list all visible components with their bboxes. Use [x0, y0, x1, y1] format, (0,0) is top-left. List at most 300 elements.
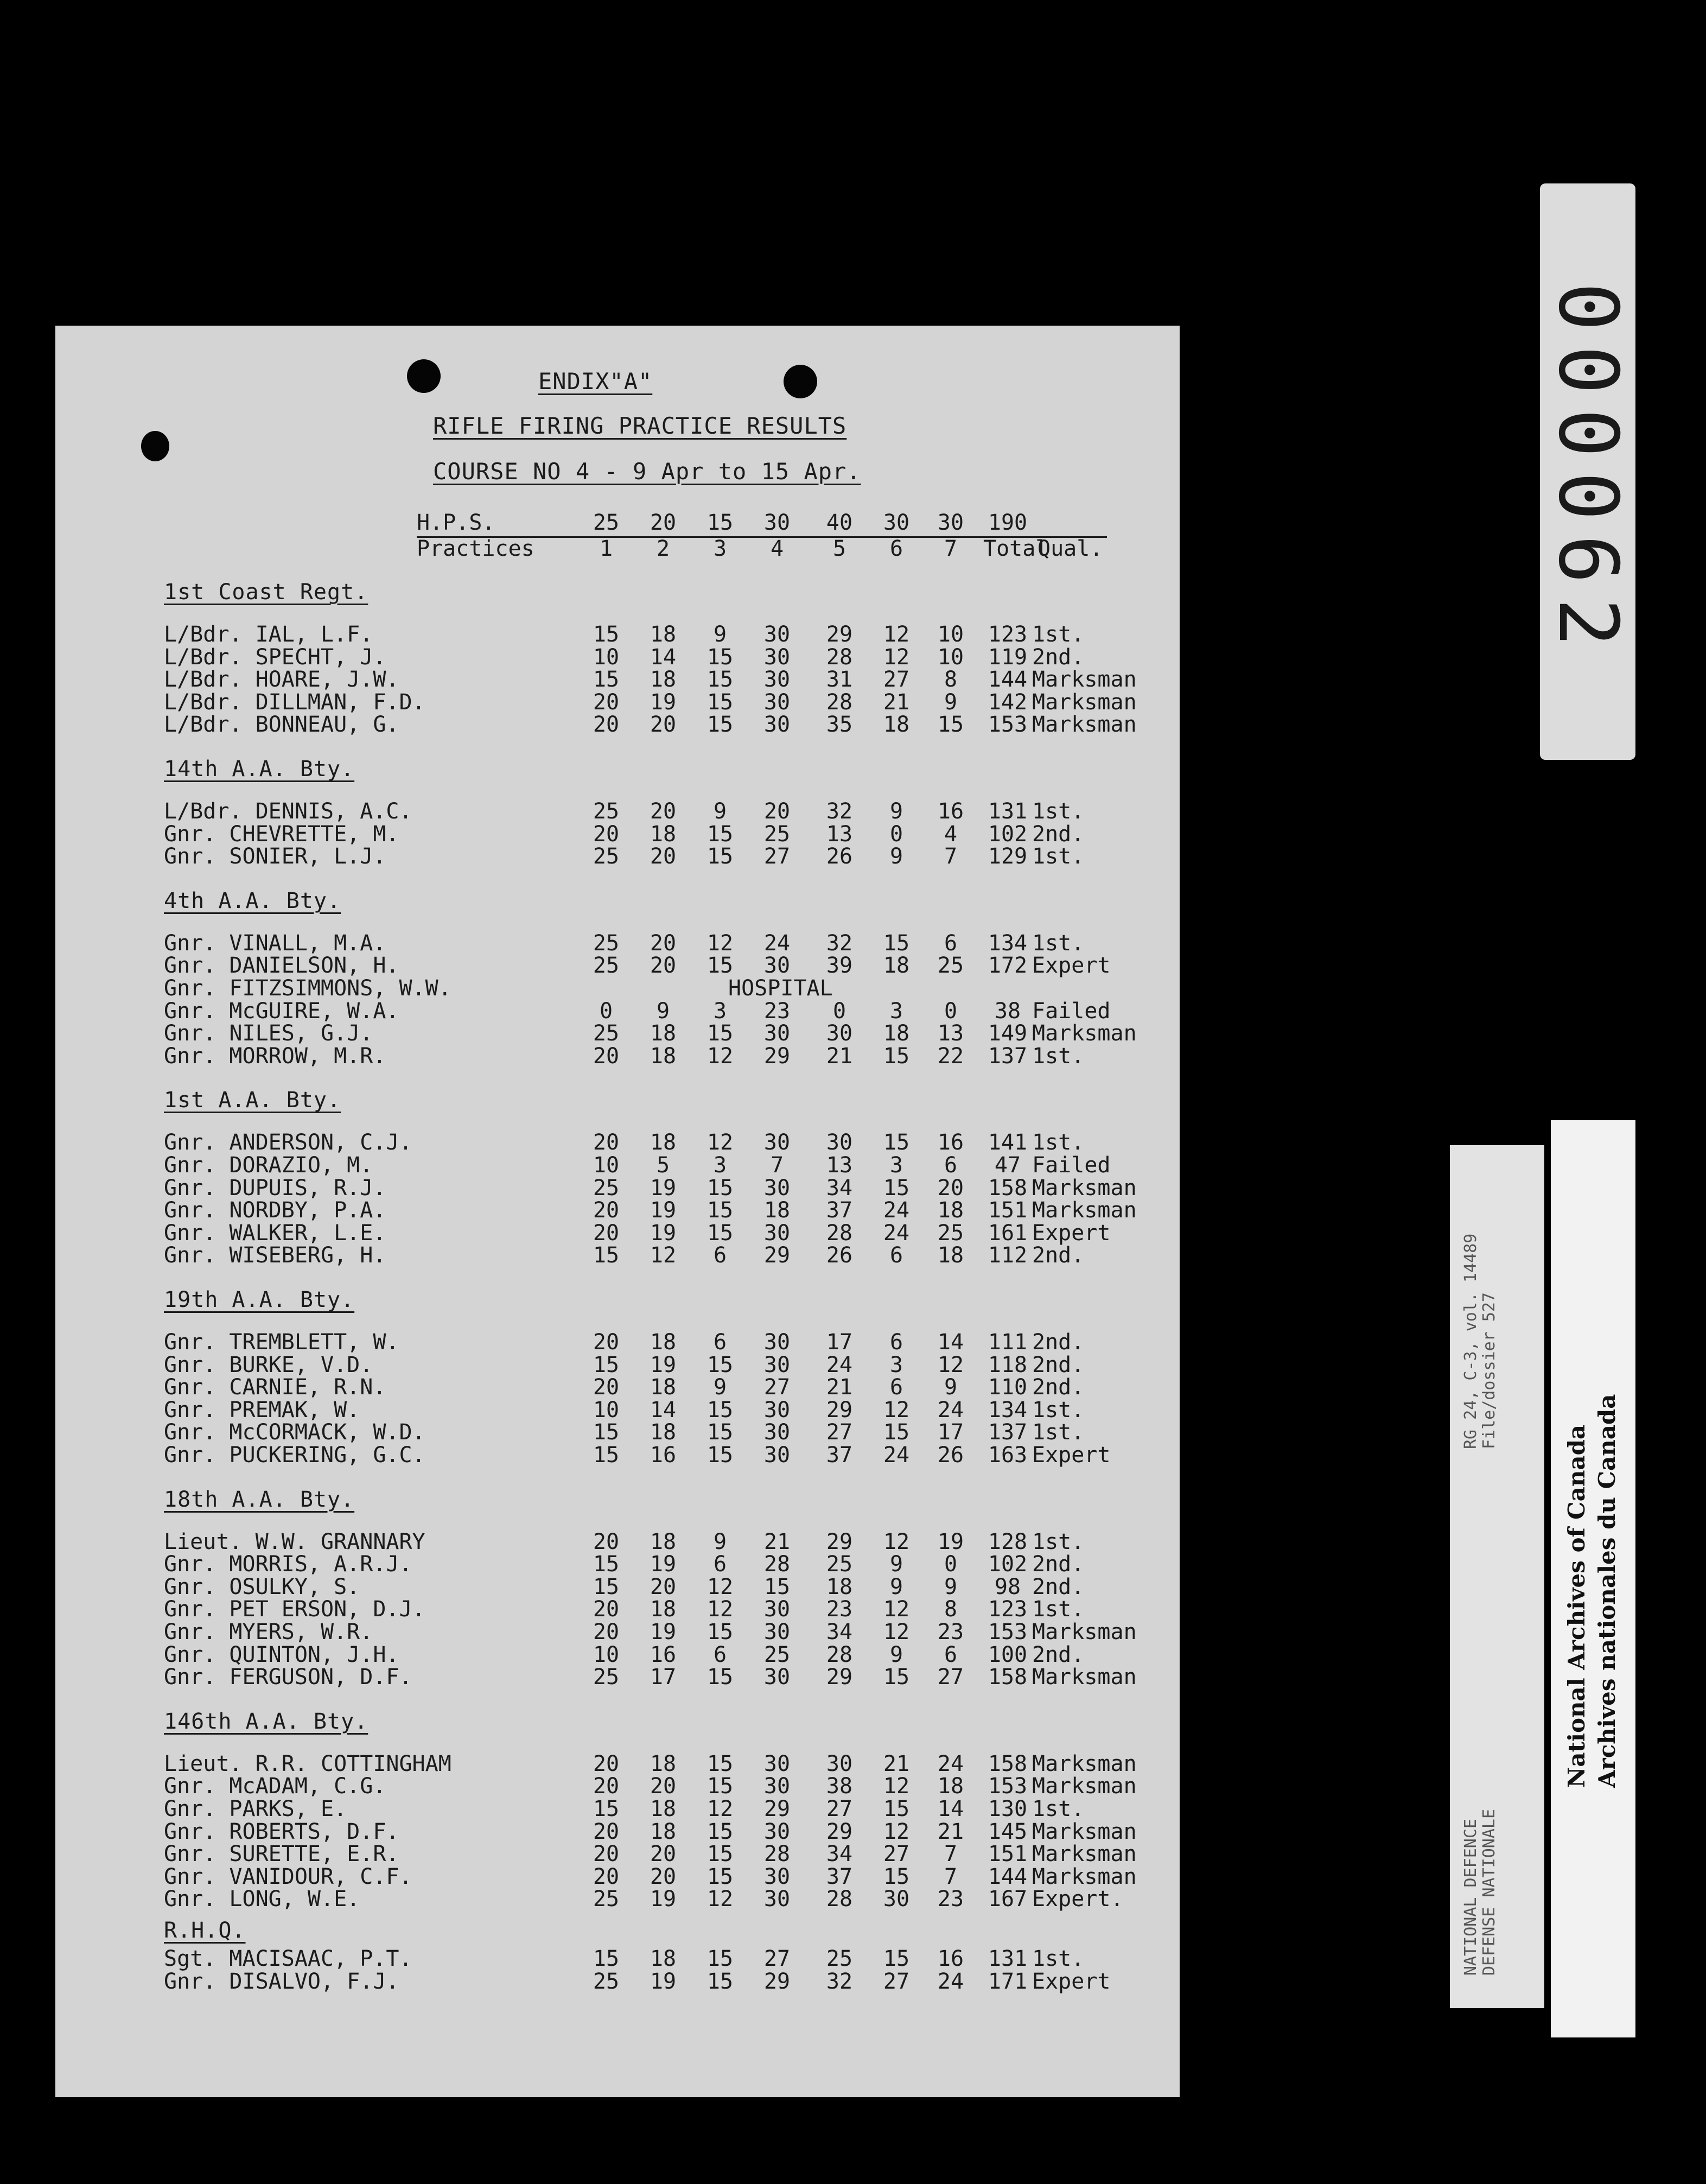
- table-row: [55, 1199, 1180, 1222]
- practice-number: 5: [832, 536, 846, 561]
- soldier-name: L/Bdr. IAL, L.F.: [164, 622, 373, 647]
- hps-value: 15: [706, 510, 734, 535]
- score-cell: 12: [883, 1529, 910, 1554]
- score-cell: 25: [593, 1021, 620, 1046]
- soldier-name: Gnr. DUPUIS, R.J.: [164, 1175, 386, 1201]
- score-cell: 6: [944, 1153, 958, 1178]
- table-row: [55, 1553, 1180, 1576]
- qualification: 1st.: [1032, 1529, 1085, 1554]
- score-cell: 30: [763, 1330, 791, 1355]
- table-row: [55, 1154, 1180, 1177]
- score-cell: 10: [593, 1642, 620, 1667]
- soldier-name: Gnr. TREMBLETT, W.: [164, 1330, 399, 1355]
- qualification: 1st.: [1032, 799, 1085, 824]
- table-row: [55, 1045, 1180, 1068]
- score-cell: 30: [763, 953, 791, 979]
- table-row: [55, 800, 1180, 823]
- score-cell: 30: [763, 712, 791, 738]
- table-row: [55, 1222, 1180, 1245]
- table-row: [55, 1843, 1180, 1865]
- hps-value: 190: [988, 510, 1028, 535]
- table-row: [55, 1444, 1180, 1466]
- table-row: [55, 1643, 1180, 1666]
- score-cell: 16: [650, 1642, 677, 1667]
- score-cell: 30: [763, 667, 791, 693]
- practices-label: Practices: [417, 536, 534, 561]
- soldier-name: Gnr. CARNIE, R.N.: [164, 1375, 386, 1400]
- document-page: [55, 326, 1180, 2097]
- score-cell: 18: [650, 1375, 677, 1400]
- score-cell: 24: [883, 1443, 910, 1468]
- table-row: [55, 1775, 1180, 1798]
- unit-heading: 146th A.A. Bty.: [164, 1709, 368, 1734]
- score-cell: 27: [763, 1375, 791, 1400]
- qualification: 1st.: [1032, 1420, 1085, 1445]
- hps-value: 30: [763, 510, 791, 535]
- course-line: COURSE NO 4 - 9 Apr to 15 Apr.: [433, 458, 861, 485]
- table-row: [55, 1970, 1180, 1993]
- score-cell: 19: [650, 1175, 677, 1201]
- score-cell: 29: [763, 1243, 791, 1268]
- score-cell: 30: [763, 1420, 791, 1445]
- table-row: [55, 1354, 1180, 1376]
- score-cell: 13: [826, 1153, 853, 1178]
- soldier-name: Gnr. MORROW, M.R.: [164, 1043, 386, 1069]
- score-total: 131: [988, 799, 1028, 824]
- score-cell: 14: [650, 644, 677, 670]
- score-cell: 6: [713, 1243, 727, 1268]
- score-cell: 7: [944, 844, 958, 869]
- score-cell: 27: [763, 844, 791, 869]
- score-cell: 19: [650, 1887, 677, 1912]
- archives-fr: Archives nationales du Canada: [1594, 1394, 1620, 1788]
- score-total: 172: [988, 953, 1028, 979]
- score-cell: 20: [593, 689, 620, 715]
- score-cell: 29: [763, 1043, 791, 1069]
- score-cell: 25: [826, 1552, 853, 1577]
- score-cell: 21: [883, 689, 910, 715]
- dept-fr: DEFENSE NATIONALE: [1480, 1808, 1499, 1976]
- score-cell: 24: [883, 1198, 910, 1223]
- score-cell: 9: [944, 1375, 958, 1400]
- score-cell: 15: [706, 1198, 734, 1223]
- soldier-name: Gnr. PARKS, E.: [164, 1796, 347, 1821]
- score-cell: 20: [593, 1864, 620, 1889]
- score-cell: 6: [889, 1330, 903, 1355]
- score-cell: 0: [889, 821, 903, 847]
- score-cell: 31: [826, 667, 853, 693]
- score-cell: 29: [763, 1796, 791, 1821]
- score-cell: 9: [889, 799, 903, 824]
- table-row: [55, 954, 1180, 977]
- score-total: 145: [988, 1819, 1028, 1844]
- score-total: 112: [988, 1243, 1028, 1268]
- practice-number: 1: [599, 536, 613, 561]
- score-cell: 0: [944, 998, 958, 1024]
- table-row: [55, 691, 1180, 714]
- score-cell: 27: [826, 1420, 853, 1445]
- score-cell: 7: [944, 1864, 958, 1889]
- score-cell: 30: [763, 1774, 791, 1799]
- score-cell: 15: [706, 821, 734, 847]
- soldier-name: Gnr. VINALL, M.A.: [164, 930, 386, 956]
- table-row: [55, 1331, 1180, 1354]
- score-cell: 15: [883, 1665, 910, 1690]
- score-total: 47: [994, 1153, 1021, 1178]
- soldier-name: Gnr. PREMAK, W.: [164, 1397, 360, 1423]
- score-cell: 20: [593, 1043, 620, 1069]
- score-cell: 37: [826, 1864, 853, 1889]
- score-cell: 18: [937, 1774, 964, 1799]
- hps-value: 25: [593, 510, 620, 535]
- score-total: 142: [988, 689, 1028, 715]
- score-cell: 30: [763, 1130, 791, 1156]
- score-cell: 10: [593, 1153, 620, 1178]
- table-row: [55, 713, 1180, 736]
- score-cell: 29: [826, 1819, 853, 1844]
- qualification: Marksman: [1032, 1819, 1137, 1844]
- soldier-name: Gnr. SONIER, L.J.: [164, 844, 386, 869]
- score-cell: 10: [937, 622, 964, 647]
- soldier-name: Lieut. R.R. COTTINGHAM: [164, 1751, 451, 1776]
- archives-canada-label: [1551, 1120, 1635, 2037]
- score-total: 158: [988, 1175, 1028, 1201]
- hps-value: 30: [883, 510, 910, 535]
- score-cell: 14: [937, 1330, 964, 1355]
- score-cell: 34: [826, 1842, 853, 1867]
- score-cell: 20: [593, 1220, 620, 1246]
- score-cell: 8: [944, 1597, 958, 1622]
- soldier-name: Gnr. DISALVO, F.J.: [164, 1969, 399, 1994]
- table-row: [55, 1666, 1180, 1688]
- score-cell: 20: [593, 1330, 620, 1355]
- score-cell: 23: [937, 1620, 964, 1645]
- score-cell: 34: [826, 1175, 853, 1201]
- table-row: [55, 1399, 1180, 1421]
- score-total: 153: [988, 1620, 1028, 1645]
- score-cell: 15: [706, 1352, 734, 1377]
- score-cell: 18: [650, 667, 677, 693]
- score-cell: 37: [826, 1198, 853, 1223]
- score-cell: 20: [593, 712, 620, 738]
- score-cell: 18: [650, 1021, 677, 1046]
- qualification: 2nd.: [1032, 1552, 1085, 1577]
- table-row: [55, 1888, 1180, 1910]
- soldier-name: Gnr. WALKER, L.E.: [164, 1220, 386, 1246]
- score-cell: 16: [937, 1946, 964, 1971]
- score-total: 144: [988, 667, 1028, 693]
- qualification: Marksman: [1032, 1665, 1137, 1690]
- score-total: 151: [988, 1198, 1028, 1223]
- score-cell: 12: [937, 1352, 964, 1377]
- score-cell: 18: [650, 1529, 677, 1554]
- score-cell: 10: [937, 644, 964, 670]
- qualification: Marksman: [1032, 1021, 1137, 1046]
- score-cell: 7: [944, 1842, 958, 1867]
- score-total: 129: [988, 844, 1028, 869]
- qualification: Failed: [1032, 998, 1111, 1024]
- score-cell: 15: [706, 1774, 734, 1799]
- score-cell: 28: [826, 1887, 853, 1912]
- score-cell: 7: [770, 1153, 784, 1178]
- qualification: Marksman: [1032, 1751, 1137, 1776]
- score-cell: 15: [706, 644, 734, 670]
- qualification: 1st.: [1032, 1130, 1085, 1156]
- soldier-name: Gnr. NORDBY, P.A.: [164, 1198, 386, 1223]
- hps-header-row: [55, 511, 1180, 534]
- score-cell: 20: [650, 1574, 677, 1599]
- score-cell: 12: [883, 1774, 910, 1799]
- score-total: 167: [988, 1887, 1028, 1912]
- score-cell: 20: [650, 930, 677, 956]
- score-cell: 26: [937, 1443, 964, 1468]
- score-cell: 20: [650, 1842, 677, 1867]
- practice-number: 4: [770, 536, 784, 561]
- score-cell: 30: [763, 1819, 791, 1844]
- table-row: [55, 1244, 1180, 1267]
- score-cell: 24: [937, 1397, 964, 1423]
- score-cell: 14: [937, 1796, 964, 1821]
- table-row: [55, 1820, 1180, 1843]
- score-cell: 29: [763, 1969, 791, 1994]
- soldier-name: Gnr. McCORMACK, W.D.: [164, 1420, 425, 1445]
- score-cell: 20: [593, 821, 620, 847]
- table-row: [55, 1421, 1180, 1444]
- soldier-name: L/Bdr. BONNEAU, G.: [164, 712, 399, 738]
- soldier-name: Gnr. OSULKY, S.: [164, 1574, 360, 1599]
- score-cell: 0: [944, 1552, 958, 1577]
- score-cell: 27: [937, 1665, 964, 1690]
- qualification: 1st.: [1032, 1043, 1085, 1069]
- score-cell: 38: [826, 1774, 853, 1799]
- score-total: 100: [988, 1642, 1028, 1667]
- soldier-name: L/Bdr. DENNIS, A.C.: [164, 799, 412, 824]
- score-cell: 30: [826, 1130, 853, 1156]
- score-cell: 30: [763, 1597, 791, 1622]
- score-cell: 5: [656, 1153, 670, 1178]
- score-cell: 15: [706, 1220, 734, 1246]
- soldier-name: Gnr. MYERS, W.R.: [164, 1620, 373, 1645]
- qualification: 1st.: [1032, 1796, 1085, 1821]
- score-cell: 3: [889, 1352, 903, 1377]
- score-cell: 28: [763, 1552, 791, 1577]
- soldier-name: Gnr. VANIDOUR, C.F.: [164, 1864, 412, 1889]
- soldier-name: Lieut. W.W. GRANNARY: [164, 1529, 425, 1554]
- score-cell: 15: [706, 1175, 734, 1201]
- score-cell: 24: [826, 1352, 853, 1377]
- practice-number: 3: [713, 536, 727, 561]
- punch-hole: [407, 359, 441, 393]
- soldier-name: Gnr. DANIELSON, H.: [164, 953, 399, 979]
- score-cell: 27: [826, 1796, 853, 1821]
- score-cell: 25: [593, 1887, 620, 1912]
- score-cell: 12: [706, 930, 734, 956]
- qualification: Marksman: [1032, 1175, 1137, 1201]
- table-row: [55, 1131, 1180, 1154]
- score-cell: 19: [650, 1969, 677, 1994]
- qualification: Marksman: [1032, 689, 1137, 715]
- score-cell: 30: [763, 1220, 791, 1246]
- score-cell: 16: [937, 1130, 964, 1156]
- score-cell: 25: [937, 1220, 964, 1246]
- table-row: [55, 845, 1180, 868]
- archive-reference-label: [1450, 1145, 1544, 2008]
- table-row: [55, 823, 1180, 846]
- score-cell: 26: [826, 844, 853, 869]
- score-cell: 12: [883, 1397, 910, 1423]
- score-cell: 21: [826, 1043, 853, 1069]
- score-cell: 25: [826, 1946, 853, 1971]
- score-cell: 9: [713, 1375, 727, 1400]
- unit-heading: R.H.Q.: [164, 1918, 246, 1943]
- score-cell: 30: [763, 1021, 791, 1046]
- score-cell: 15: [706, 1946, 734, 1971]
- score-cell: 32: [826, 799, 853, 824]
- qualification: Marksman: [1032, 1198, 1137, 1223]
- score-total: 110: [988, 1375, 1028, 1400]
- score-cell: 20: [593, 1620, 620, 1645]
- score-cell: 18: [826, 1574, 853, 1599]
- score-cell: 20: [650, 1864, 677, 1889]
- score-cell: 3: [889, 998, 903, 1024]
- soldier-name: Gnr. PET ERSON, D.J.: [164, 1597, 425, 1622]
- score-cell: 20: [650, 844, 677, 869]
- table-row: [55, 623, 1180, 646]
- score-total: 134: [988, 930, 1028, 956]
- score-cell: 26: [826, 1243, 853, 1268]
- qualification: 1st.: [1032, 1597, 1085, 1622]
- score-cell: 19: [937, 1529, 964, 1554]
- score-cell: 23: [826, 1597, 853, 1622]
- practice-number: 6: [889, 536, 903, 561]
- score-total: 151: [988, 1842, 1028, 1867]
- score-total: 149: [988, 1021, 1028, 1046]
- score-cell: 10: [593, 644, 620, 670]
- table-row: [55, 668, 1180, 691]
- qualification: 2nd.: [1032, 1352, 1085, 1377]
- score-cell: 15: [883, 1946, 910, 1971]
- soldier-name: Sgt. MACISAAC, P.T.: [164, 1946, 412, 1971]
- score-cell: 3: [889, 1153, 903, 1178]
- qualification: Expert: [1032, 1969, 1111, 1994]
- archive-ref-2: File/dossier 527: [1480, 1292, 1499, 1449]
- score-cell: 18: [650, 1043, 677, 1069]
- score-cell: 37: [826, 1443, 853, 1468]
- score-cell: 28: [826, 644, 853, 670]
- score-cell: 18: [650, 1946, 677, 1971]
- score-total: 141: [988, 1130, 1028, 1156]
- score-cell: 15: [706, 1842, 734, 1867]
- qualification: 2nd.: [1032, 1330, 1085, 1355]
- score-cell: 16: [650, 1443, 677, 1468]
- qualification: Expert: [1032, 1443, 1111, 1468]
- qualification: 1st.: [1032, 1397, 1085, 1423]
- score-cell: 15: [937, 712, 964, 738]
- score-cell: 30: [763, 689, 791, 715]
- score-cell: 15: [593, 1552, 620, 1577]
- score-cell: 32: [826, 930, 853, 956]
- score-cell: 12: [650, 1243, 677, 1268]
- score-cell: 34: [826, 1620, 853, 1645]
- score-cell: 25: [593, 844, 620, 869]
- score-cell: 12: [706, 1574, 734, 1599]
- score-cell: 6: [889, 1375, 903, 1400]
- table-row: [55, 1022, 1180, 1045]
- score-cell: 15: [883, 930, 910, 956]
- score-cell: 14: [650, 1397, 677, 1423]
- score-cell: 12: [706, 1796, 734, 1821]
- score-total: 153: [988, 712, 1028, 738]
- score-total: 123: [988, 1597, 1028, 1622]
- score-cell: 27: [883, 667, 910, 693]
- score-cell: 25: [593, 799, 620, 824]
- score-cell: 6: [944, 1642, 958, 1667]
- qualification: Expert: [1032, 953, 1111, 979]
- score-cell: 15: [883, 1043, 910, 1069]
- score-cell: 12: [706, 1597, 734, 1622]
- table-row: [55, 1621, 1180, 1643]
- score-cell: 15: [763, 1574, 791, 1599]
- score-cell: 21: [883, 1751, 910, 1776]
- score-cell: 35: [826, 712, 853, 738]
- score-total: 111: [988, 1330, 1028, 1355]
- score-cell: 15: [593, 1574, 620, 1599]
- score-cell: 17: [650, 1665, 677, 1690]
- archive-ref-1: RG 24, C-3, vol. 14489: [1461, 1233, 1480, 1449]
- score-cell: 0: [832, 998, 846, 1024]
- score-total: 158: [988, 1665, 1028, 1690]
- score-cell: 4: [944, 821, 958, 847]
- score-cell: 12: [706, 1130, 734, 1156]
- table-row: [55, 1753, 1180, 1775]
- score-cell: 9: [713, 622, 727, 647]
- unit-heading: 14th A.A. Bty.: [164, 757, 355, 782]
- score-cell: 6: [944, 930, 958, 956]
- score-cell: 9: [889, 1552, 903, 1577]
- archives-en: National Archives of Canada: [1563, 1424, 1590, 1788]
- score-cell: 30: [883, 1887, 910, 1912]
- soldier-name: Gnr. SURETTE, E.R.: [164, 1842, 399, 1867]
- score-cell: 15: [706, 667, 734, 693]
- score-cell: 20: [650, 953, 677, 979]
- table-row: [55, 932, 1180, 955]
- score-cell: 0: [599, 998, 613, 1024]
- score-total: 131: [988, 1946, 1028, 1971]
- score-cell: 25: [593, 930, 620, 956]
- score-cell: 17: [826, 1330, 853, 1355]
- score-cell: 12: [706, 1887, 734, 1912]
- score-total: 153: [988, 1774, 1028, 1799]
- score-cell: 24: [937, 1751, 964, 1776]
- score-cell: 15: [706, 689, 734, 715]
- punch-hole: [784, 365, 817, 398]
- qualification: Expert.: [1032, 1887, 1124, 1912]
- score-cell: 20: [763, 799, 791, 824]
- soldier-name: Gnr. QUINTON, J.H.: [164, 1642, 399, 1667]
- score-cell: 18: [650, 1796, 677, 1821]
- soldier-name: Gnr. McGUIRE, W.A.: [164, 998, 399, 1024]
- qualification: Failed: [1032, 1153, 1111, 1178]
- hps-value: 30: [937, 510, 964, 535]
- table-row: [55, 1598, 1180, 1621]
- score-cell: 15: [706, 1751, 734, 1776]
- soldier-name: Gnr. FITZSIMMONS, W.W.: [164, 976, 451, 1001]
- soldier-name: Gnr. BURKE, V.D.: [164, 1352, 373, 1377]
- score-cell: 15: [706, 712, 734, 738]
- qualification: Marksman: [1032, 667, 1137, 693]
- practice-number: 7: [944, 536, 958, 561]
- score-cell: 15: [706, 953, 734, 979]
